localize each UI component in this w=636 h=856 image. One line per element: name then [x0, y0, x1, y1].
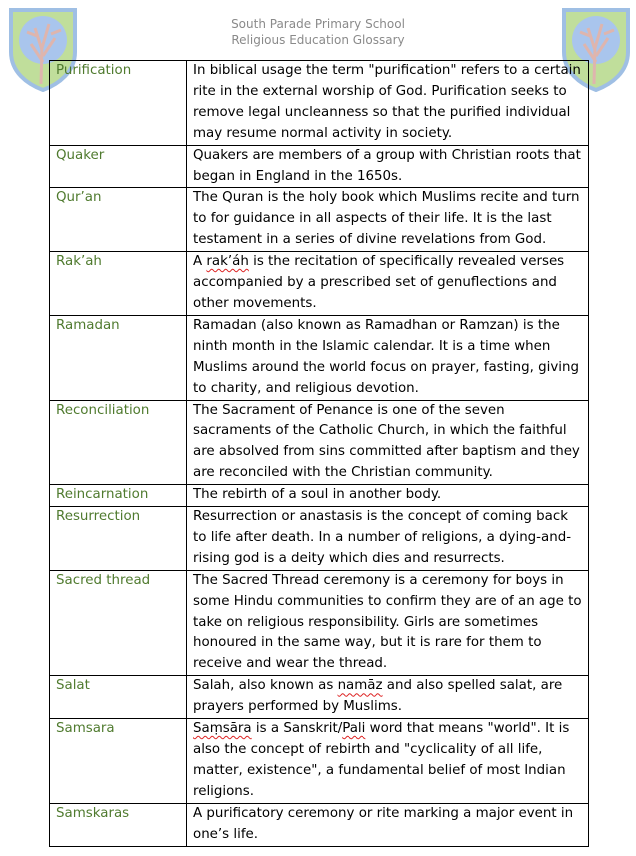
definition-text: is a Sanskrit/: [251, 721, 343, 737]
glossary-definition: Quakers are members of a group with Christian roots that began in England in the 1650s.: [187, 145, 589, 188]
glossary-row: [50, 188, 589, 252]
glossary-definition: Ramadan (also known as Ramadhan or Ramzan) is the ninth month in the Islamic calendar. It is a time when Muslims around the world focus on prayer, fasting, giving to charity, and religious devotion.: [187, 315, 589, 400]
glossary-term: Samskaras: [50, 803, 187, 846]
document-title: Religious Education Glossary: [231, 33, 405, 47]
glossary-row: [50, 315, 589, 400]
glossary-row: [50, 61, 589, 146]
glossary-term: Qur’an: [50, 188, 187, 252]
glossary-definition: The Sacred Thread ceremony is a ceremony for boys in some Hindu communities to confirm they are of an age to take on religious responsibility. Girls are sometimes honoured in the same way, but it is rare for them to receive and wear the thread.: [187, 570, 589, 676]
glossary-term: Salat: [50, 676, 187, 719]
glossary-definition: A purificatory ceremony or rite marking a major event in one’s life.: [187, 803, 589, 846]
glossary-row: [50, 507, 589, 571]
glossary-definition: Resurrection or anastasis is the concept of coming back to life after death. In a number of religions, a dying-and-rising god is a deity which dies and resurrects.: [187, 507, 589, 571]
glossary-term: Quaker: [50, 145, 187, 188]
glossary-row: [50, 485, 589, 507]
glossary-row: [50, 570, 589, 676]
spellcheck-flagged-word[interactable]: rak’áh: [206, 254, 249, 270]
definition-text: and also spelled salat, are prayers performed by Muslims.: [193, 678, 563, 715]
glossary-term: Resurrection: [50, 507, 187, 571]
glossary-row: [50, 676, 589, 719]
glossary-table: [49, 60, 589, 847]
glossary-definition: In biblical usage the term "purification" refers to a certain rite in the external worship of God. Purification seeks to remove legal uncleanness so that the purified individual may resume normal activity in society.: [187, 61, 589, 146]
glossary-row: [50, 803, 589, 846]
spellcheck-flagged-word[interactable]: Saṃsāra: [193, 721, 252, 737]
glossary-term: Samsara: [50, 719, 187, 804]
glossary-definition: [187, 252, 589, 316]
school-name: South Parade Primary School: [231, 17, 405, 31]
glossary-term: Reconciliation: [50, 400, 187, 485]
glossary-term: Ramadan: [50, 315, 187, 400]
glossary-definition: The rebirth of a soul in another body.: [187, 485, 589, 507]
glossary-row: [50, 719, 589, 804]
glossary-row: [50, 400, 589, 485]
glossary-row: [50, 252, 589, 316]
spellcheck-flagged-word[interactable]: namāz: [337, 678, 383, 694]
definition-text: Salah, also known as: [193, 678, 338, 694]
spellcheck-flagged-word[interactable]: Pali: [342, 721, 366, 737]
glossary-definition: The Quran is the holy book which Muslims recite and turn to for guidance in all aspects of their life. It is the last testament in a series of divine revelations from God.: [187, 188, 589, 252]
document-header: [0, 16, 636, 48]
glossary-definition: [187, 719, 589, 804]
glossary-term: Reincarnation: [50, 485, 187, 507]
definition-text: A: [193, 254, 207, 270]
glossary-definition: [187, 676, 589, 719]
glossary-definition: The Sacrament of Penance is one of the seven sacraments of the Catholic Church, in which the faithful are absolved from sins committed after baptism and they are reconciled with the Christian community.: [187, 400, 589, 485]
definition-text: word that means "world". It is also the concept of rebirth and "cyclicality of all life, matter, existence", a fundamental belief of most Indian religions.: [193, 721, 570, 799]
glossary-term: Purification: [50, 61, 187, 146]
glossary-term: Sacred thread: [50, 570, 187, 676]
glossary-term: Rak’ah: [50, 252, 187, 316]
definition-text: is the recitation of specifically revealed verses accompanied by a prescribed set of genuflections and other movements.: [193, 254, 565, 311]
glossary-row: [50, 145, 589, 188]
